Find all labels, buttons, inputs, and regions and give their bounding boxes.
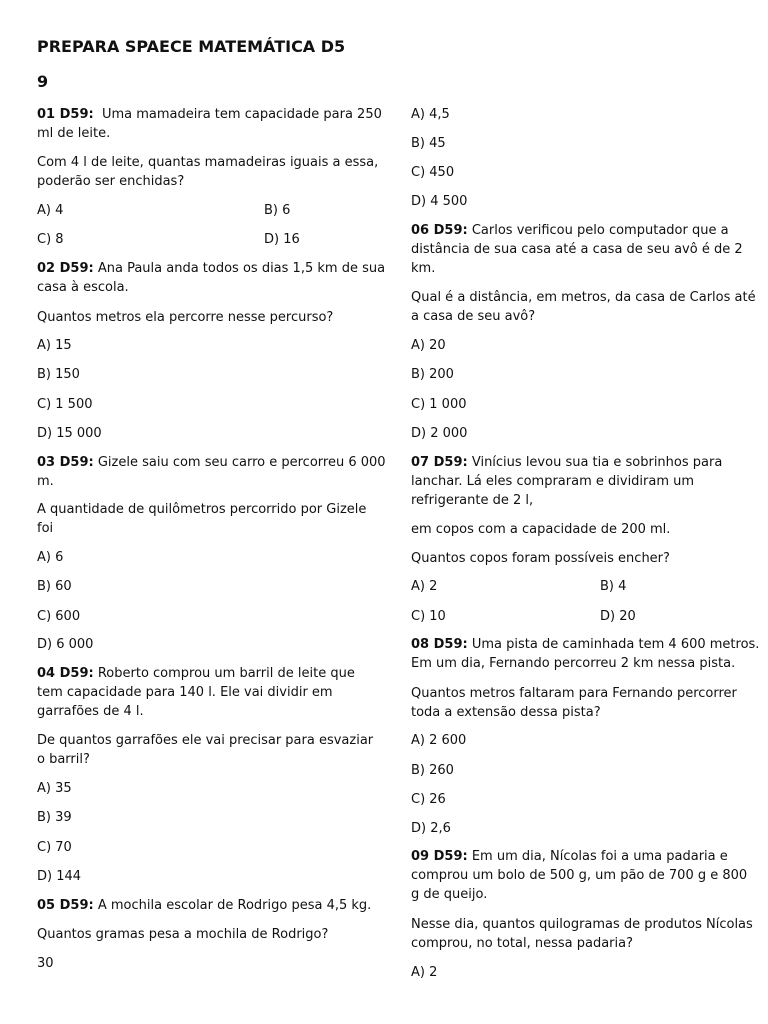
option-text: 30 xyxy=(37,956,54,971)
question-text: Quantos metros faltaram para Fernando percorrer xyxy=(411,686,737,701)
question-text: o barril? xyxy=(37,752,90,767)
stem-text: garrafões de 4 l. xyxy=(37,704,144,719)
option-c: C) 1 000 xyxy=(411,397,467,412)
stem-text: Em um dia, Fernando percorreu 2 km nessa pista. xyxy=(411,656,736,671)
stem-text: Uma mamadeira tem capacidade para 250 xyxy=(101,107,382,122)
question-text: Com 4 l de leite, quantas mamadeiras iguais a essa, xyxy=(37,155,379,170)
stem-text: Uma pista de caminhada tem 4 600 metros. xyxy=(471,637,760,652)
question-text: Qual é a distância, em metros, da casa de Carlos até xyxy=(411,290,756,305)
stem-text: Carlos verificou pelo computador que a xyxy=(471,223,729,238)
option-d: D) 6 000 xyxy=(37,637,94,652)
option-c: C) 26 xyxy=(411,792,446,807)
question-stem xyxy=(411,221,729,240)
option-d: D) 15 000 xyxy=(37,426,102,441)
stem-text: A mochila escolar de Rodrigo pesa 4,5 kg. xyxy=(97,898,372,913)
question-text: A quantidade de quilômetros percorrido por Gizele xyxy=(37,502,367,517)
option-a: A) 2 600 xyxy=(411,733,467,748)
question-text: Quantos gramas pesa a mochila de Rodrigo? xyxy=(37,927,329,942)
option-c: C) 450 xyxy=(411,165,455,180)
stem-text: distância de sua casa até a casa de seu avô é de 2 xyxy=(411,242,743,257)
question-stem: 01 D59: Uma mamadeira tem capacidade para 250 xyxy=(37,107,382,122)
option-d: D) 2 000 xyxy=(411,426,468,441)
question-text: De quantos garrafões ele vai precisar para esvaziar xyxy=(37,733,374,748)
question-text: Quantos copos foram possíveis encher? xyxy=(411,551,670,566)
question-number: 06 D59: xyxy=(411,223,468,238)
question-text: poderão ser enchidas? xyxy=(37,174,185,189)
option-b: B) 45 xyxy=(411,136,446,151)
option-b: B) 200 xyxy=(411,367,454,382)
option-b: B) 39 xyxy=(37,810,72,825)
stem-text: m. xyxy=(37,474,54,489)
option-b: B) 260 xyxy=(411,763,454,778)
option-b: B) 150 xyxy=(37,367,80,382)
option-a: A) 2 xyxy=(411,965,438,980)
question-text: a casa de seu avô? xyxy=(411,309,536,324)
question-number: 03 D59: xyxy=(37,455,94,470)
option-b: B) 4 xyxy=(600,579,627,594)
option-d: D) 16 xyxy=(264,232,300,247)
option-b: B) 60 xyxy=(37,579,72,594)
option-a: A) 20 xyxy=(411,338,446,353)
stem-text: km. xyxy=(411,261,436,276)
question-number: 05 D59: xyxy=(37,898,94,913)
question-number: 08 D59: xyxy=(411,637,468,652)
stem-text: tem capacidade para 140 l. Ele vai dividir em xyxy=(37,685,333,700)
option-c: C) 600 xyxy=(37,609,81,624)
stem-text: Vinícius levou sua tia e sobrinhos para xyxy=(471,455,723,470)
question-number: 07 D59: xyxy=(411,455,468,470)
question-stem xyxy=(37,453,386,472)
stem-text: em copos com a capacidade de 200 ml. xyxy=(411,522,671,537)
question-stem xyxy=(411,453,722,472)
question-stem xyxy=(411,635,759,654)
option-c: C) 8 xyxy=(37,232,64,247)
question-text: toda a extensão dessa pista? xyxy=(411,705,601,720)
stem-text: Em um dia, Nícolas foi a uma padaria e xyxy=(471,849,728,864)
question-stem xyxy=(37,896,371,915)
option-a: A) 35 xyxy=(37,781,72,796)
question-stem xyxy=(37,259,385,278)
question-number: 02 D59: xyxy=(37,261,94,276)
stem-text: lanchar. Lá eles compraram e dividiram um xyxy=(411,474,695,489)
stem-text: ml de leite. xyxy=(37,126,111,141)
option-b: B) 6 xyxy=(264,203,291,218)
stem-text: casa à escola. xyxy=(37,280,129,295)
option-a: A) 2 xyxy=(411,579,438,594)
question-number: 09 D59: xyxy=(411,849,468,864)
question-number: 04 D59: xyxy=(37,666,94,681)
option-a: A) 4,5 xyxy=(411,107,450,122)
option-a: A) 6 xyxy=(37,550,64,565)
stem-text: Gizele saiu com seu carro e percorreu 6 000 xyxy=(97,455,386,470)
option-c: C) 10 xyxy=(411,609,446,624)
question-text: Quantos metros ela percorre nesse percurso? xyxy=(37,310,334,325)
option-d: D) 4 500 xyxy=(411,194,468,209)
option-d: D) 144 xyxy=(37,869,82,884)
page-title-line2: 9 xyxy=(37,72,49,91)
stem-text: Roberto comprou um barril de leite que xyxy=(97,666,355,681)
question-text: foi xyxy=(37,521,54,536)
question-text: Nesse dia, quantos quilogramas de produtos Nícolas xyxy=(411,917,753,932)
stem-text: comprou um bolo de 500 g, um pão de 700 g e 800 xyxy=(411,868,748,883)
stem-text: g de queijo. xyxy=(411,887,488,902)
stem-text: refrigerante de 2 l, xyxy=(411,493,534,508)
option-d: D) 20 xyxy=(600,609,636,624)
page-title: PREPARA SPAECE MATEMÁTICA D5 xyxy=(37,37,346,56)
option-a: A) 4 xyxy=(37,203,64,218)
question-stem xyxy=(411,847,728,866)
option-d: D) 2,6 xyxy=(411,821,451,836)
stem-text: Ana Paula anda todos os dias 1,5 km de sua xyxy=(97,261,386,276)
question-text: comprou, no total, nessa padaria? xyxy=(411,936,633,951)
question-stem xyxy=(37,664,355,683)
option-c: C) 70 xyxy=(37,840,72,855)
option-c: C) 1 500 xyxy=(37,397,93,412)
option-a: A) 15 xyxy=(37,338,72,353)
question-number: 01 D59 xyxy=(37,107,89,122)
